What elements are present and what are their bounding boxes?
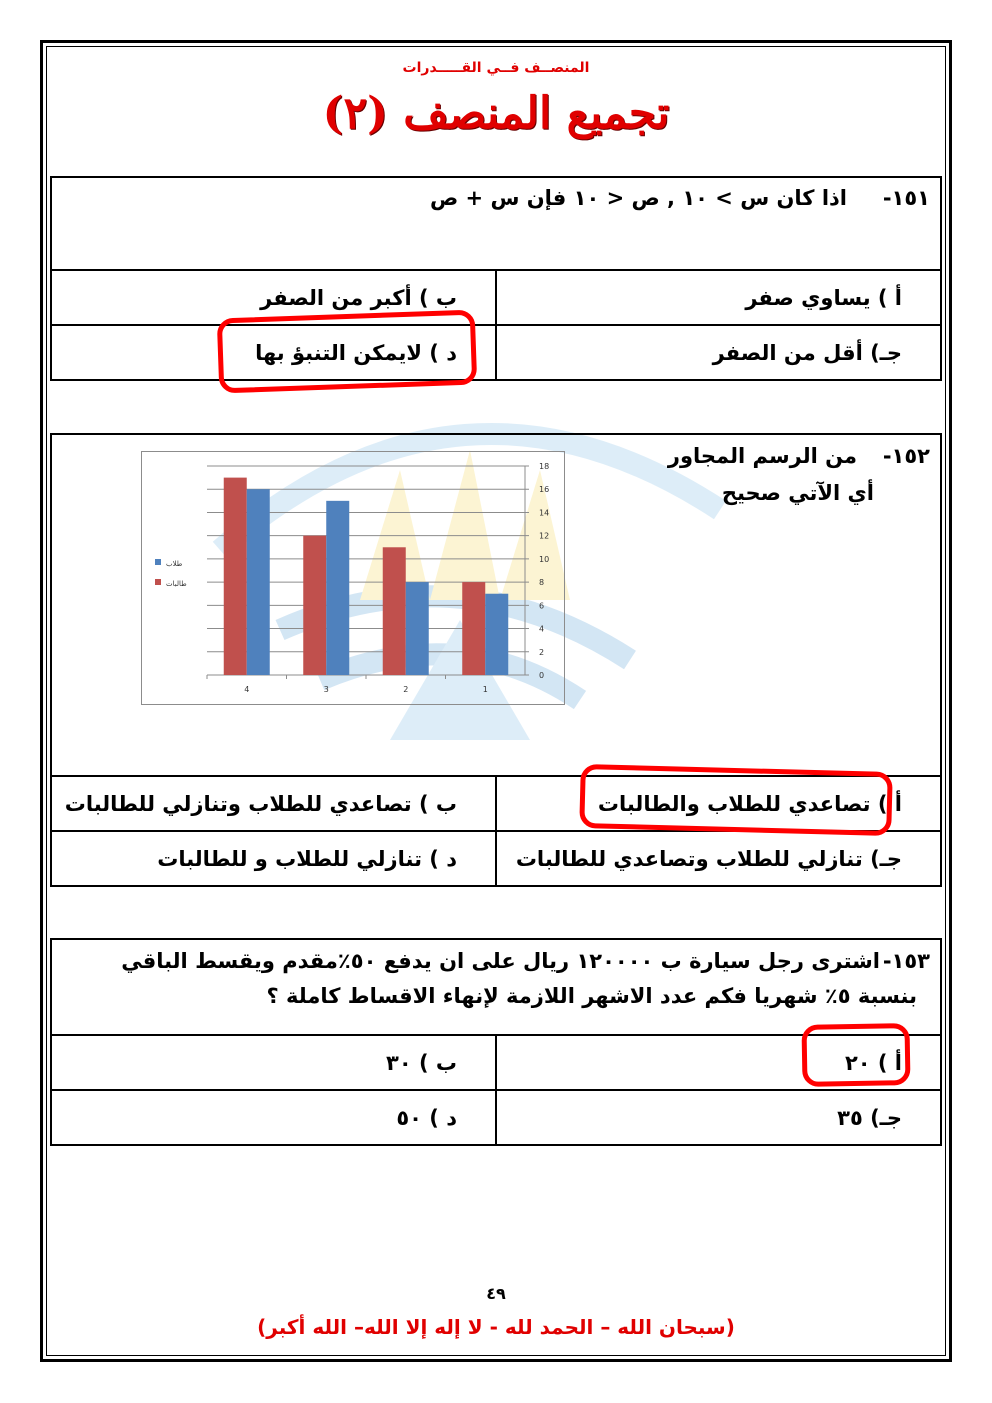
answer-highlight-q151 [217,310,477,394]
bar-male-2 [406,582,429,675]
y-tick-label: 0 [539,671,545,680]
q151-option-c[interactable]: جـ) أقل من الصفر [495,326,940,379]
q153-option-a[interactable]: أ ) ٢٠ [495,1036,940,1089]
bar-chart [141,451,565,705]
q152-options-row-2 [50,830,942,887]
answer-highlight-q152 [579,764,893,836]
bar-female-2 [383,547,406,675]
y-tick-label: 4 [539,624,545,634]
q151-text: اذا كان س > ١٠ , ص < ١٠ فإن س + ص [429,186,847,210]
q153-line-1: اشترى رجل سيارة ب ١٢٠٠٠٠ ريال على ان يدفع ٥٠٪مقدم ويقسط الباقي [121,949,880,973]
y-tick-label: 12 [539,531,550,541]
q153-number: ١٥٣- [882,949,930,973]
x-tick-label: 2 [403,685,409,694]
bar-female-1 [462,582,485,675]
y-tick-label: 14 [539,508,550,518]
bar-female-3 [303,536,326,675]
y-tick-label: 18 [539,462,550,471]
x-tick-label: 1 [482,685,488,694]
q153-option-c[interactable]: جـ) ٣٥ [495,1091,940,1144]
legend-label: طالبات [166,580,187,588]
bar-female-4 [224,478,247,675]
bar-male-4 [247,489,270,675]
footer-dhikr: (سبحان الله – الحمد لله - لا إله إلا الله– الله أكبر) [257,1315,735,1339]
page-number: ٤٩ [486,1284,506,1303]
y-tick-label: 16 [539,485,550,495]
y-tick-label: 10 [539,554,550,564]
y-tick-label: 2 [539,647,545,657]
q151-option-a[interactable]: أ ) يساوي صفر [495,271,940,324]
x-tick-label: 4 [244,685,250,694]
answer-highlight-q153 [801,1023,910,1087]
q152-option-d[interactable]: د ) تنازلي للطلاب و للطالبات [157,846,457,871]
q151-number: ١٥١- [882,186,930,210]
y-tick-label: 8 [539,578,545,588]
q152-option-c[interactable]: جـ) تنازلي للطلاب وتصاعدي للطالبات [495,832,940,885]
bar-male-1 [485,594,508,675]
y-tick-label: 6 [539,601,545,611]
header-subtitle: المنصــف فــي القـــــدرات [402,60,590,76]
legend-swatch [155,579,161,585]
q153-options-row-2 [50,1089,942,1146]
x-tick-label: 3 [323,685,329,694]
q153-option-d[interactable]: د ) ٥٠ [396,1105,457,1130]
q151-option-b[interactable]: ب ) أكبر من الصفر [260,285,457,310]
q152-option-a[interactable]: أ ) تصاعدي للطلاب والطالبات [495,777,940,830]
bar-male-3 [326,501,349,675]
q152-number: ١٥٢- [882,444,930,468]
legend-label: طلاب [166,560,183,568]
q152-line-2: أي الآتي صحيح [721,481,874,505]
q151-options-row-1 [50,269,942,326]
q151-options-row-2 [50,324,942,381]
page-title: تجميع المنصف (٢) [322,88,670,139]
legend-swatch [155,559,161,565]
q152-line-1: من الرسم المجاور [667,444,857,468]
q153-option-b[interactable]: ب ) ٣٠ [386,1050,457,1075]
q153-line-2: بنسبة ٥٪ شهريا فكم عدد الاشهر اللازمة لإنهاء الاقساط كاملة ؟ [266,984,917,1008]
q151-option-d[interactable]: د ) لايمكن التنبؤ بها [255,340,457,365]
q152-option-b[interactable]: ب ) تصاعدي للطلاب وتنازلي للطالبات [64,791,457,816]
